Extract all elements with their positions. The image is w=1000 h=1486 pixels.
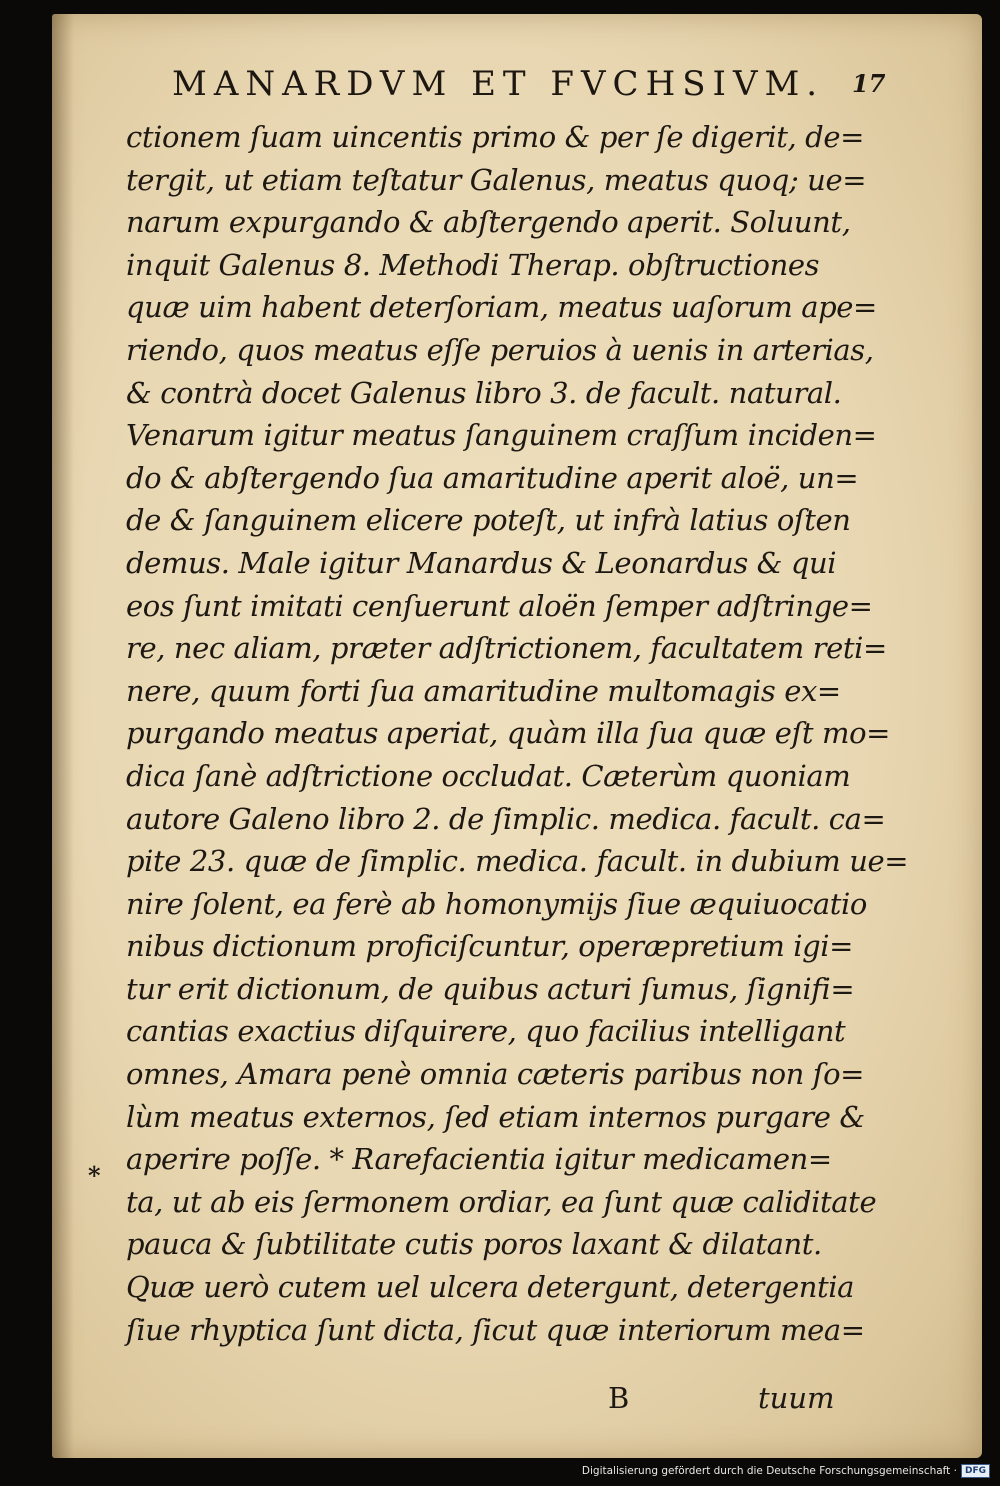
text-line: autore Galeno libro 2. de ſimplic. medica. facult. ca= [126,801,886,836]
credit-text: Digitalisierung gefördert durch die Deutsche Forschungsgemeinschaft · [581,1465,957,1477]
text-line: Venarum igitur meatus ſanguinem craſſum inciden= [126,418,877,453]
text-line: cantias exactius diſquirere, quo facilius intelligant [126,1014,846,1049]
text-line: de & ſanguinem elicere poteſt, ut infrà latius oſten [126,503,851,538]
text-line: do & abſtergendo ſua amaritudine aperit aloë, un= [126,460,859,495]
main-text-block [126,116,909,1351]
page-gutter-shadow [52,14,74,1458]
text-line: ta, ut ab eis ſermonem ordiar, ea ſunt quæ caliditate [126,1184,877,1219]
text-line: narum expurgando & abſtergendo aperit. Soluunt, [126,205,851,240]
text-line: purgando meatus aperiat, quàm illa ſua quæ eſt mo= [126,716,891,751]
text-line: ſiue rhyptica ſunt dicta, ſicut quæ interiorum mea= [126,1312,865,1347]
catchword: tuum [758,1381,835,1415]
text-line: nibus dictionum proficiſcuntur, operæpretium igi= [126,929,854,964]
running-title: MANARDVM ET FVCHSIVM. [172,64,825,104]
text-line: & contrà docet Galenus libro 3. de facult. natural. [126,375,842,410]
signature-mark: B [608,1381,630,1415]
text-line: nire ſolent, ea ferè ab homonymijs ſiue æquiuocatio [126,886,867,921]
text-line: lùm meatus externos, ſed etiam internos purgare & [126,1099,865,1134]
digitization-credit [582,1461,990,1481]
text-line: pauca & ſubtilitate cutis poros laxant & dilatant. [126,1227,822,1262]
text-line: omnes, Amara penè omnia cæteris paribus non ſo= [126,1057,865,1092]
text-line: nere, quum forti ſua amaritudine multomagis ex= [126,673,841,708]
text-line: quæ uim habent deterſoriam, meatus uaſorum ape= [126,290,877,325]
text-line: ctionem ſuam uincentis primo & per ſe digerit, de= [126,120,864,154]
text-line: riendo, quos meatus eſſe peruios à uenis in arterias, [126,332,874,367]
text-line: dica ſanè adſtrictione occludat. Cæterùm quoniam [126,758,851,793]
dfg-logo: DFG [961,1464,990,1478]
text-line: Quæ uerò cutem uel ulcera detergunt, detergentia [126,1270,855,1305]
text-line: aperire poſſe. * Rarefacientia igitur medicamen= [126,1142,832,1177]
text-line: tur erit dictionum, de quibus acturi ſumus, ſignifi= [126,971,855,1006]
text-line: pite 23. quæ de ſimplic. medica. facult. in dubium ue= [126,844,909,879]
text-line: tergit, ut etiam teſtatur Galenus, meatus quoq; ue= [126,162,867,197]
text-line: re, nec aliam, præter adſtrictionem, facultatem reti= [126,631,887,666]
text-line: demus. Male igitur Manardus & Leonardus & qui [126,545,837,580]
text-line: eos ſunt imitati cenſuerunt aloën ſemper adſtringe= [126,588,873,623]
book-page [52,14,982,1458]
text-line: inquit Galenus 8. Methodi Therap. obſtructiones [126,247,820,282]
margin-asterisk: * [88,1161,101,1190]
folio-number: 17 [852,69,886,98]
